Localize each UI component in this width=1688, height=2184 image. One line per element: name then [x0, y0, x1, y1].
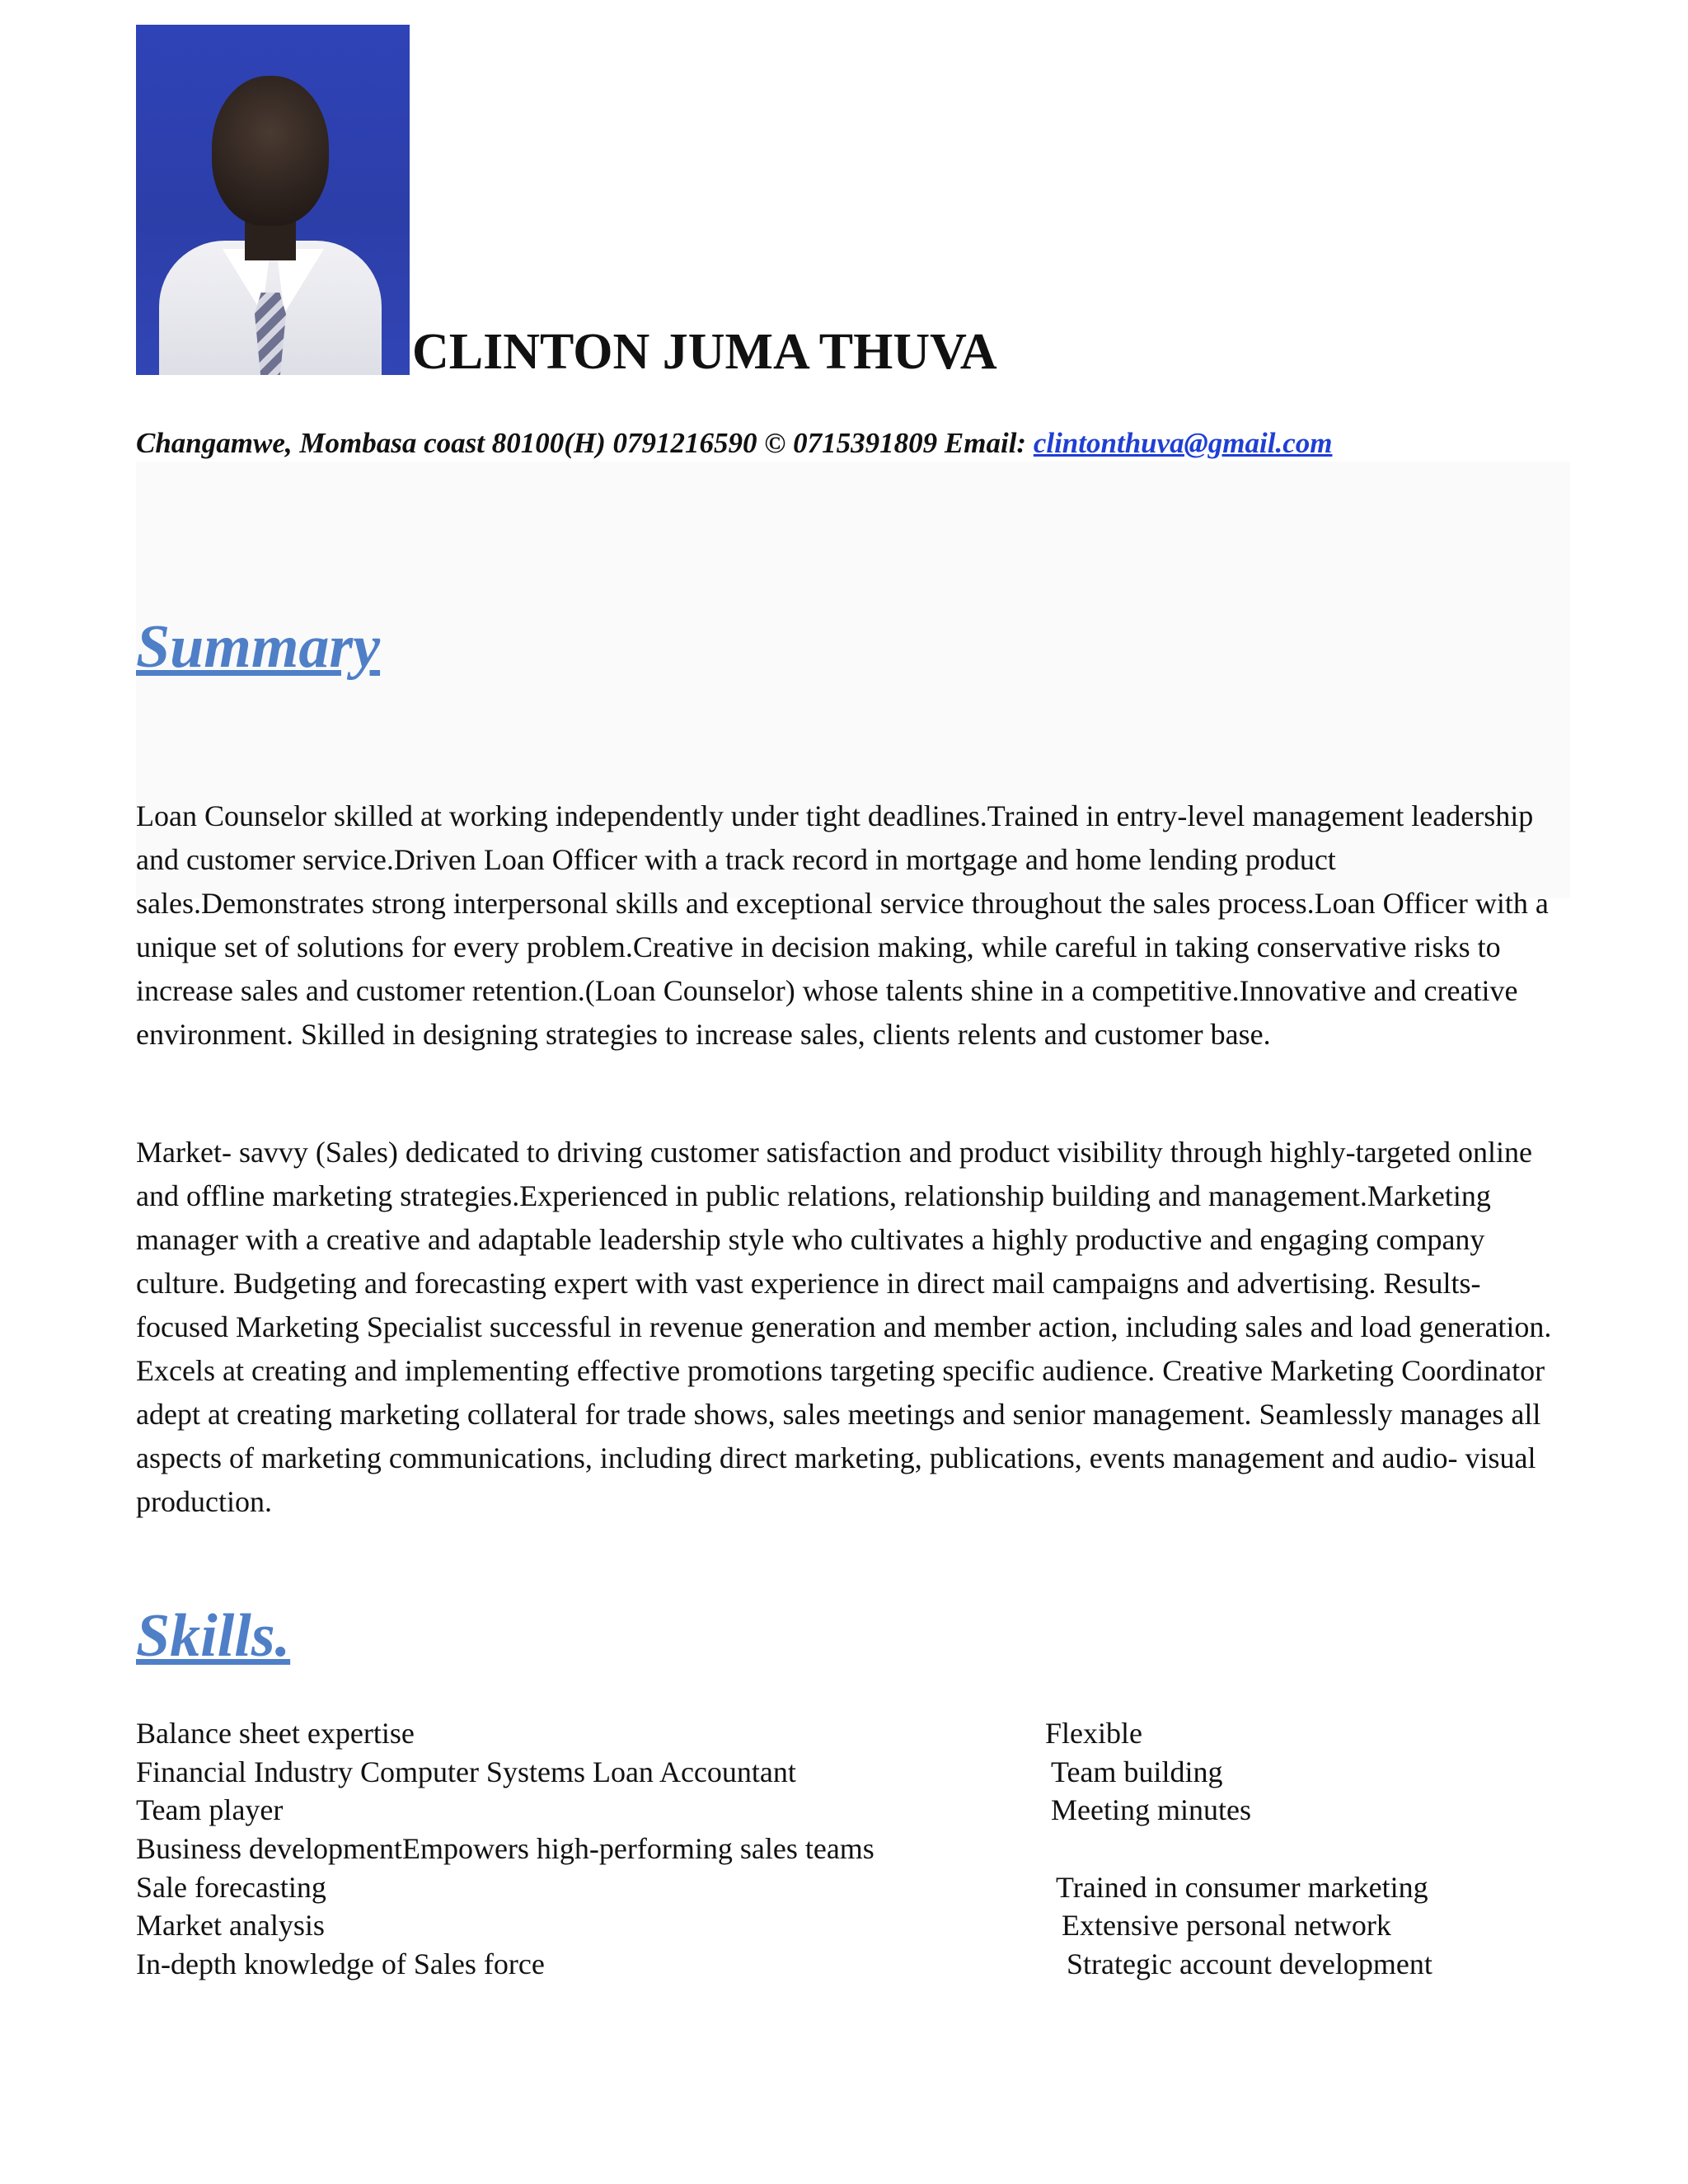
email-link[interactable]: clintonthuva@gmail.com	[1033, 427, 1333, 459]
photo-tie	[255, 293, 286, 375]
skill-left-5: Sale forecasting	[136, 1871, 326, 1904]
profile-photo	[136, 25, 410, 375]
skill-left-4: Business developmentEmpowers high-performing sales teams	[136, 1832, 874, 1865]
summary-heading: Summary	[136, 613, 381, 681]
skill-right-1: Flexible	[1045, 1717, 1142, 1750]
skill-left-2: Financial Industry Computer Systems Loan Accountant	[136, 1755, 796, 1788]
photo-face	[212, 76, 329, 226]
contact-line	[136, 427, 1332, 460]
skill-right-2: Team building	[1051, 1755, 1223, 1788]
skill-left-6: Market analysis	[136, 1909, 325, 1942]
skill-left-7: In-depth knowledge of Sales force	[136, 1947, 545, 1980]
skill-left-1: Balance sheet expertise	[136, 1717, 415, 1750]
summary-paragraph-2: Market- savvy (Sales) dedicated to driving customer satisfaction and product visibility through highly-targeted online and offline marketing strategies.Experienced in public relations, relationship building and management.Marketing manager with a creative and adaptable leadership style who cultivates a highly productive and engaging company culture. Budgeting and forecasting expert with vast experience in direct mail campaigns and advertising. Results-focused Marketing Specialist successful in revenue generation and member action, including sales and load generation. Excels at creating and implementing effective promotions targeting specific audience. Creative Marketing Coordinator adept at creating marketing collateral for trade shows, sales meetings and senior management. Seamlessly manages all aspects of marketing communications, including direct marketing, publications, events management and audio- visual production.	[136, 1136, 1552, 1518]
skill-right-4: Trained in consumer marketing	[1056, 1871, 1428, 1904]
skill-right-6: Strategic account development	[1067, 1947, 1432, 1980]
candidate-name: CLINTON JUMA THUVA	[412, 324, 997, 380]
contact-details: Changamwe, Mombasa coast 80100(H) 0791216590 © 0715391809 Email:	[136, 427, 1034, 459]
summary-paragraph-1: Loan Counselor skilled at working independently under tight deadlines.Trained in entry-level management leadership and customer service.Driven Loan Officer with a track record in mortgage and home lending product sales.Demonstrates strong interpersonal skills and exceptional service throughout the sales process.Loan Officer with a unique set of solutions for every problem.Creative in decision making, while careful in taking conservative risks to increase sales and customer retention.(Loan Counselor) whose talents shine in a competitive.Innovative and creative environment. Skilled in designing strategies to increase sales, clients relents and customer base.	[136, 799, 1549, 1051]
skill-left-3: Team player	[136, 1793, 284, 1826]
skill-right-5: Extensive personal network	[1062, 1909, 1391, 1942]
skills-heading: Skills.	[136, 1602, 291, 1670]
skill-right-3: Meeting minutes	[1051, 1793, 1251, 1826]
